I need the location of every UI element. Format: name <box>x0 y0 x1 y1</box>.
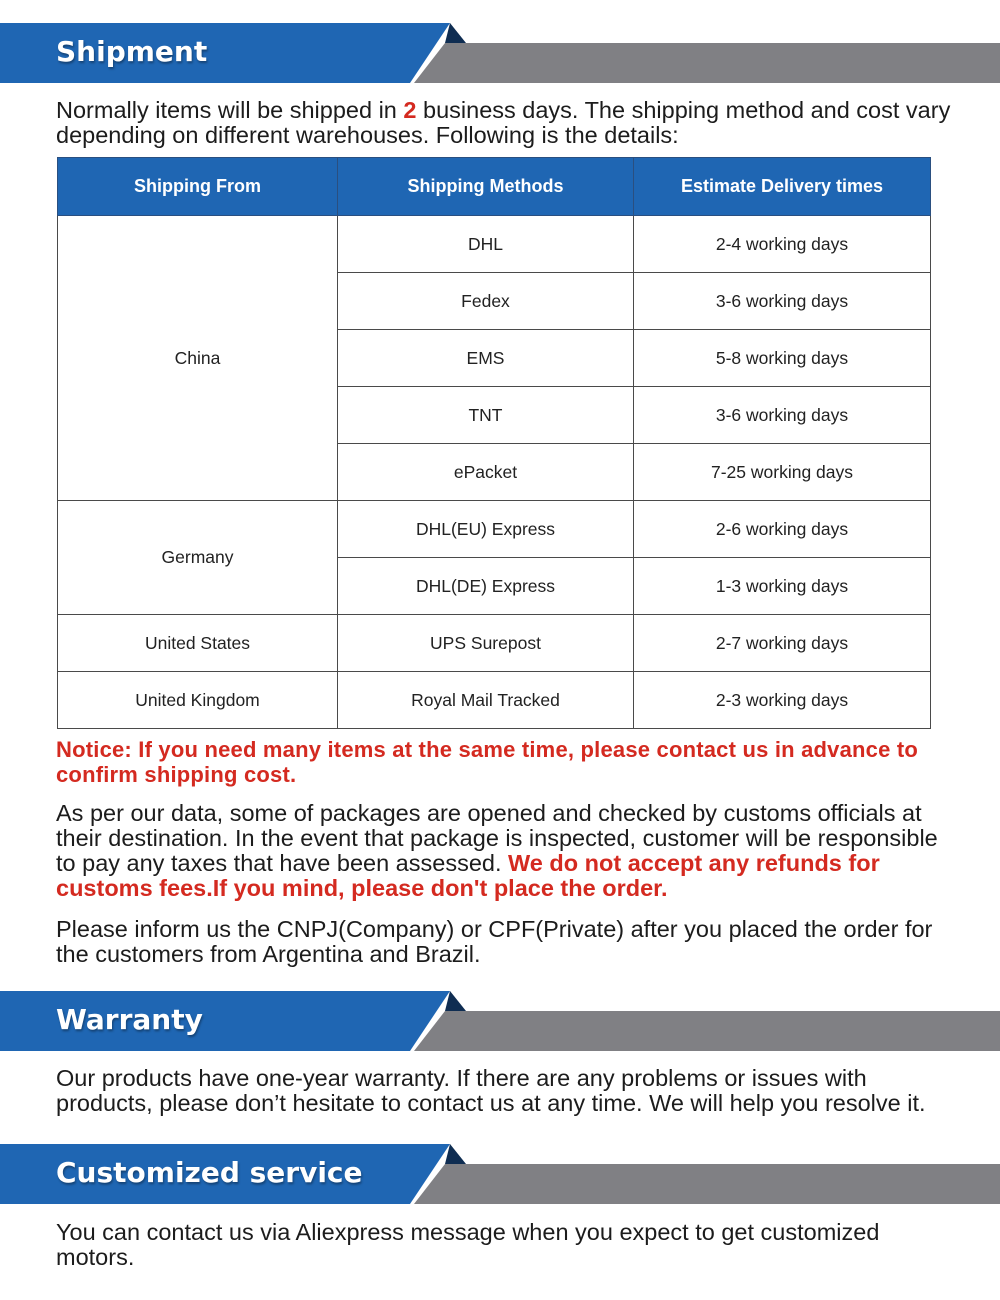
time-cell: 1-3 working days <box>634 558 931 615</box>
header-shipping-from: Shipping From <box>58 158 338 216</box>
shipment-title: Shipment <box>56 35 208 68</box>
shipping-table <box>57 157 931 729</box>
shipment-banner <box>0 23 1000 83</box>
warranty-text: Our products have one-year warranty. If there are any problems or issues with products, please don’t hesitate to contact us at any time. We will help you resolve it. <box>56 1065 926 1116</box>
time-cell: 3-6 working days <box>634 387 931 444</box>
warranty-title: Warranty <box>56 1003 203 1036</box>
method-cell: EMS <box>338 330 634 387</box>
customs-paragraph: As per our data, some of packages are opened and checked by customs officials at their destination. In the event that package is inspected, customer will be responsible to pay any taxes that have been assessed. We do not accept any refunds for customs fees.If you mind, please don't place the order. <box>56 800 938 901</box>
shipment-intro: Normally items will be shipped in 2 business days. The shipping method and cost vary depending on different warehouses. Following is the details: <box>56 97 951 148</box>
method-cell: DHL(DE) Express <box>338 558 634 615</box>
method-cell: Fedex <box>338 273 634 330</box>
method-cell: DHL(EU) Express <box>338 501 634 558</box>
origin-united-states: United States <box>58 615 338 672</box>
time-cell: 5-8 working days <box>634 330 931 387</box>
shipping-notice: Notice: If you need many items at the same time, please contact us in advance to confirm shipping cost. <box>56 737 919 787</box>
time-cell: 7-25 working days <box>634 444 931 501</box>
origin-united-kingdom: United Kingdom <box>58 672 338 729</box>
customs-warning: We do not accept any refunds for customs fees.If you mind, please don't place the order. <box>56 850 880 901</box>
time-cell: 2-6 working days <box>634 501 931 558</box>
method-cell: UPS Surepost <box>338 615 634 672</box>
warranty-banner <box>0 991 1000 1051</box>
table-row <box>58 216 931 273</box>
header-shipping-methods: Shipping Methods <box>338 158 634 216</box>
table-row <box>58 615 931 672</box>
time-cell: 2-7 working days <box>634 615 931 672</box>
customized-text: You can contact us via Aliexpress message when you expect to get customized motors. <box>56 1219 880 1270</box>
method-cell: Royal Mail Tracked <box>338 672 634 729</box>
header-delivery-times: Estimate Delivery times <box>634 158 931 216</box>
method-cell: TNT <box>338 387 634 444</box>
brazil-paragraph: Please inform us the CNPJ(Company) or CPF(Private) after you placed the order for the customers from Argentina and Brazil. <box>56 916 933 967</box>
table-row <box>58 672 931 729</box>
time-cell: 3-6 working days <box>634 273 931 330</box>
method-cell: DHL <box>338 216 634 273</box>
shipping-days: 2 <box>403 97 417 123</box>
time-cell: 2-3 working days <box>634 672 931 729</box>
customized-banner <box>0 1144 1000 1204</box>
customized-title: Customized service <box>56 1156 363 1189</box>
origin-china: China <box>58 216 338 501</box>
table-row <box>58 501 931 558</box>
time-cell: 2-4 working days <box>634 216 931 273</box>
origin-germany: Germany <box>58 501 338 615</box>
table-header-row <box>58 158 931 216</box>
method-cell: ePacket <box>338 444 634 501</box>
